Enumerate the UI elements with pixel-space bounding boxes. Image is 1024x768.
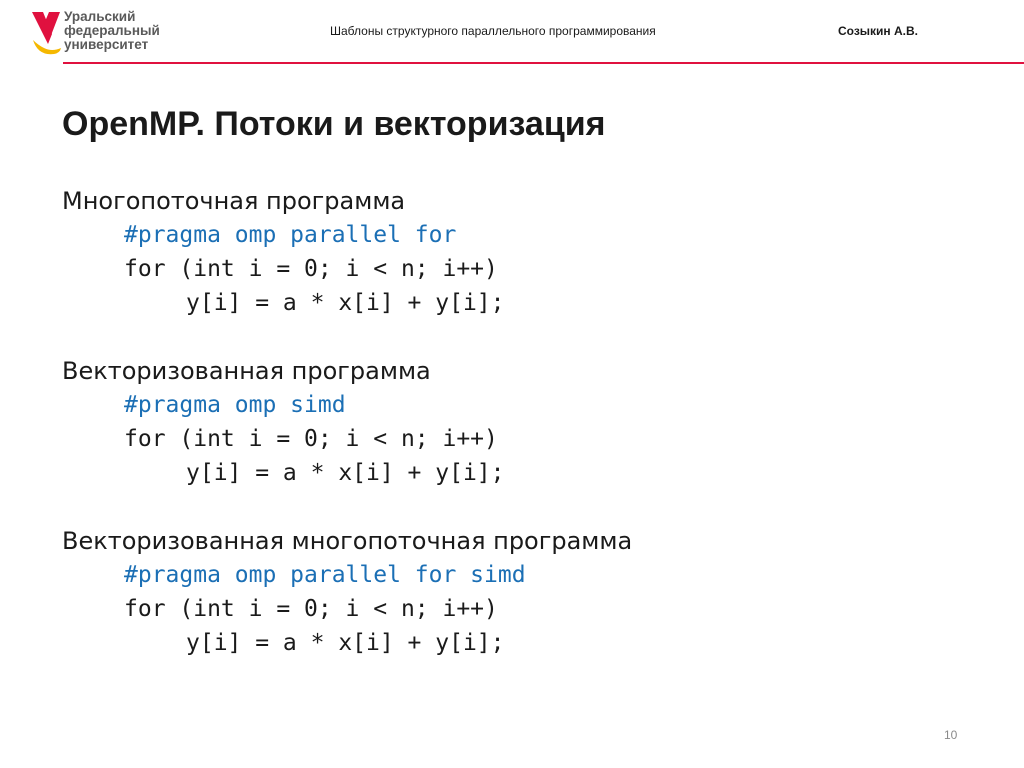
code-pragma-line: #pragma omp parallel for simd [124,562,526,588]
logo-line-3: университет [64,37,149,52]
logo-wordmark [64,10,160,52]
code-body-line: y[i] = a * x[i] + y[i]; [186,630,505,656]
code-pragma-line: #pragma omp parallel for [124,222,457,248]
header-author: Созыкин А.В. [838,24,919,38]
section-vectorized [62,354,505,490]
header-divider [63,62,1024,64]
university-logo [30,10,190,58]
code-loop-line: for (int i = 0; i < n; i++) [124,256,498,282]
logo-line-2: федеральный [64,23,160,38]
page-number: 10 [944,728,958,742]
code-loop-line: for (int i = 0; i < n; i++) [124,426,498,452]
section-label: Векторизованная многопоточная программа [62,527,633,555]
slide-title: OpenMP. Потоки и векторизация [62,105,606,143]
section-label: Многопоточная программа [62,187,406,215]
logo-line-1: Уральский [64,9,136,24]
ural-logo-icon [30,10,62,56]
code-pragma-line: #pragma omp simd [124,392,346,418]
section-multithreaded [62,184,505,320]
section-label: Векторизованная программа [62,357,431,385]
code-body-line: y[i] = a * x[i] + y[i]; [186,460,505,486]
section-vectorized-multithreaded [62,524,632,660]
header-title: Шаблоны структурного параллельного программирования [330,24,656,38]
code-loop-line: for (int i = 0; i < n; i++) [124,596,498,622]
code-body-line: y[i] = a * x[i] + y[i]; [186,290,505,316]
